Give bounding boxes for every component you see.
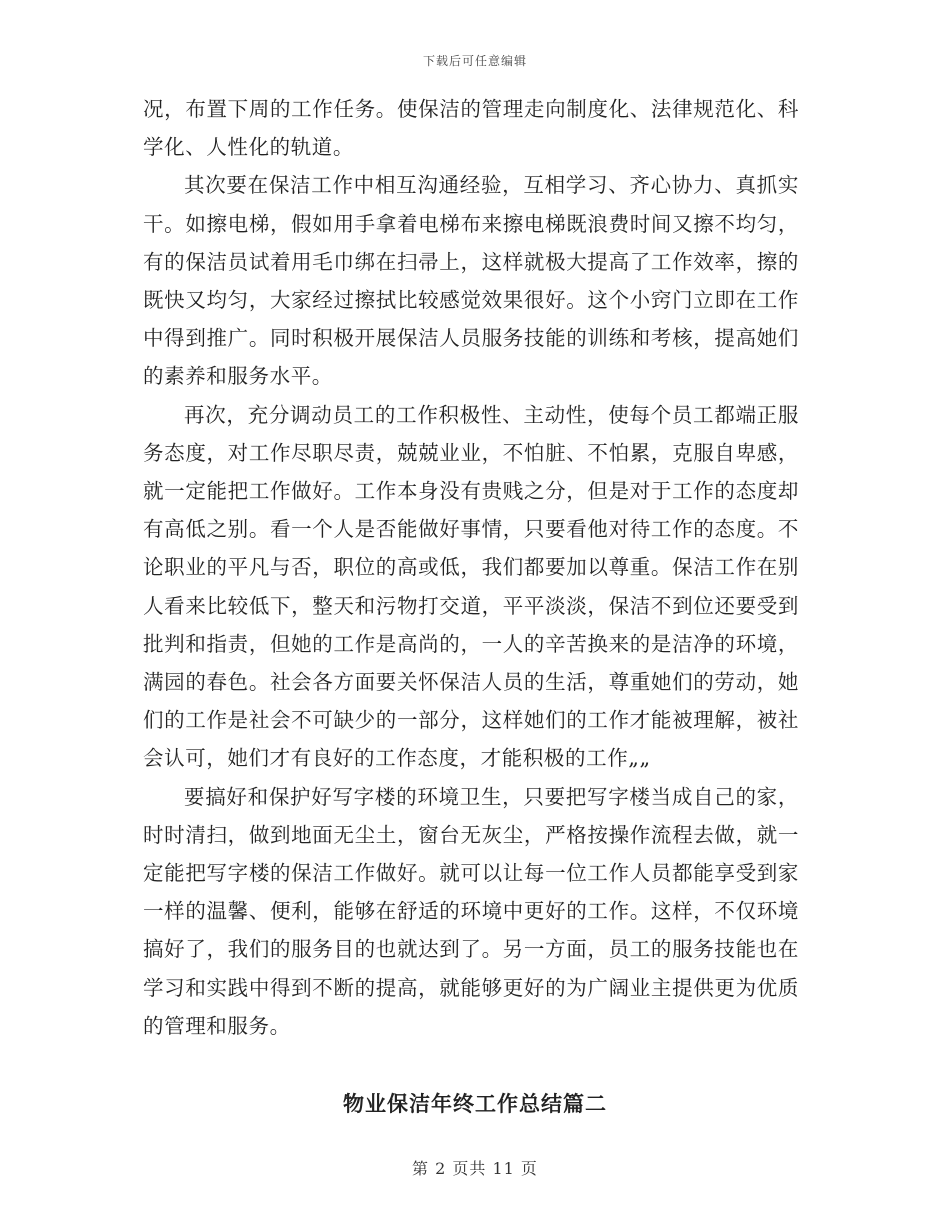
document-body	[143, 90, 799, 1045]
section-heading: 物业保洁年终工作总结篇二	[343, 1091, 607, 1116]
paragraph-secondly: 其次要在保洁工作中相互沟通经验，互相学习、齐心协力、真抓实干。如擦电梯，假如用手拿着电梯布来擦电梯既浪费时间又擦不均匀，有的保洁员试着用毛巾绑在扫帚上，这样就极大提高了工作效率，擦的既快又均匀，大家经过擦拭比较感觉效果很好。这个小窍门立即在工作中得到推广。同时积极开展保洁人员服务技能的训练和考核，提高她们的素养和服务水平。	[143, 173, 799, 389]
page-header: 下载后可任意编辑	[422, 54, 527, 68]
paragraph-office-hygiene: 要搞好和保护好写字楼的环境卫生，只要把写字楼当成自己的家，时时清扫，做到地面无尘土，窗台无灰尘，严格按操作流程去做，就一定能把写字楼的保洁工作做好。就可以让每一位工作人员都能享受到家一样的温馨、便利，能够在舒适的环境中更好的工作。这样，不仅环境搞好了，我们的服务目的也就达到了。另一方面，员工的服务技能也在学习和实践中得到不断的提高，就能够更好的为广阔业主提供更为优质的管理和服务。	[143, 784, 799, 1038]
page-footer: 第 2 页共 11 页	[412, 1159, 538, 1178]
paragraph-thirdly: 再次，充分调动员工的工作积极性、主动性，使每个员工都端正服务态度，对工作尽职尽责，兢兢业业，不怕脏、不怕累，克服自卑感，就一定能把工作做好。工作本身没有贵贱之分，但是对于工作的态度却有高低之别。看一个人是否能做好事情，只要看他对待工作的态度。不论职业的平凡与否，职位的高或低，我们都要加以尊重。保洁工作在别人看来比较低下，整天和污物打交道，平平淡淡，保洁不到位还要受到批判和指责，但她的工作是高尚的，一人的辛苦换来的是洁净的环境，满园的春色。社会各方面要关怀保洁人员的生活，尊重她们的劳动，她们的工作是社会不可缺少的一部分，这样她们的工作才能被理解，被社会认可，她们才有良好的工作态度，才能积极的工作„„	[143, 402, 799, 771]
paragraph-continuation: 况，布置下周的工作任务。使保洁的管理走向制度化、法律规范化、科学化、人性化的轨道。	[143, 97, 799, 160]
